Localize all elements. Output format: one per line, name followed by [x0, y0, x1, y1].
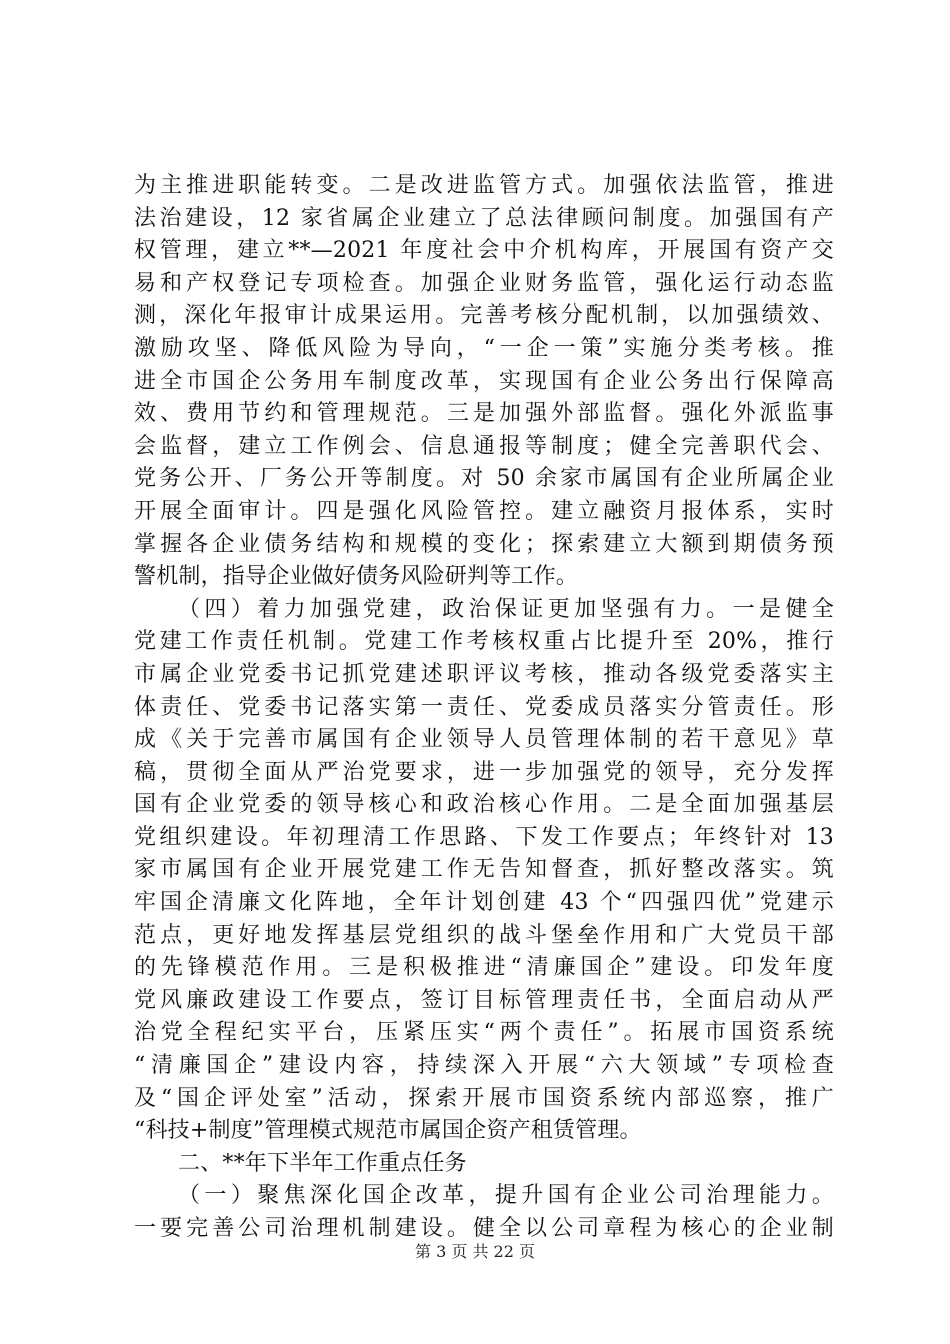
text-line: 易和产权登记专项检查。加强企业财务监管，强化运行动态监	[134, 270, 834, 296]
text-line: 牢国企清廉文化阵地，全年计划创建 43 个“四强四优”党建示	[134, 890, 834, 916]
text-line: 法治建设，12 家省属企业建立了总法律顾问制度。加强国有产	[134, 205, 834, 231]
text-line: 掌握各企业债务结构和规模的变化；探索建立大额到期债务预	[134, 531, 834, 557]
text-line: 开展全面审计。四是强化风险管控。建立融资月报体系，实时	[134, 498, 834, 524]
text-line: “科技+制度”管理模式规范市属国企资产租赁管理。	[134, 1118, 642, 1144]
text-line: 党风廉政建设工作要点，签订目标管理责任书，全面启动从严	[134, 987, 834, 1013]
page-footer: 第 3 页 共 22 页	[415, 1242, 535, 1261]
text-line: 为主推进职能转变。二是改进监管方式。加强依法监管，推进	[134, 173, 834, 198]
text-line: 家市属国有企业开展党建工作无告知督查，抓好整改落实。筑	[134, 857, 834, 883]
section-heading: 二、**年下半年工作重点任务	[178, 1150, 467, 1176]
text-line: 权管理，建立**—2021 年度社会中介机构库，开展国有资产交	[134, 238, 834, 264]
text-line: 范点，更好地发挥基层党组织的战斗堡垒作用和广大党员干部	[134, 922, 834, 948]
text-line: 国有企业党委的领导核心和政治核心作用。二是全面加强基层	[134, 792, 834, 818]
text-line: “清廉国企”建设内容，持续深入开展“六大领域”专项检查	[134, 1053, 834, 1079]
text-line: 会监督，建立工作例会、信息通报等制度；健全完善职代会、	[134, 433, 834, 459]
section-heading: （四）着力加强党建，政治保证更加坚强有力。一是健全	[178, 596, 834, 622]
text-line: 体责任、党委书记落实第一责任、党委成员落实分管责任。形	[134, 694, 834, 720]
text-line: 稿，贯彻全面从严治党要求，进一步加强党的领导，充分发挥	[134, 759, 834, 785]
document-body	[134, 170, 834, 1246]
text-line: 及“国企评处室”活动，探索开展市国资系统内部巡察，推广	[134, 1085, 834, 1111]
text-line: 效、费用节约和管理规范。三是加强外部监督。强化外派监事	[134, 401, 834, 427]
text-line: 市属企业党委书记抓党建述职评议考核，推动各级党委落实主	[134, 661, 834, 687]
text-line: 一要完善公司治理机制建设。健全以公司章程为核心的企业制	[134, 1216, 834, 1241]
text-line: 警机制，指导企业做好债务风险研判等工作。	[134, 564, 579, 590]
text-line: 治党全程纪实平台，压紧压实“两个责任”。拓展市国资系统	[134, 1020, 834, 1046]
text-line: 党建工作责任机制。党建工作考核权重占比提升至 20%，推行	[134, 629, 834, 655]
text-line: 的先锋模范作用。三是积极推进“清廉国企”建设。印发年度	[134, 955, 834, 981]
text-line: 激励攻坚、降低风险为导向，“一企一策”实施分类考核。推	[134, 335, 834, 361]
text-line: 党务公开、厂务公开等制度。对 50 余家市属国有企业所属企业	[134, 466, 834, 492]
text-line: 测，深化年报审计成果运用。完善考核分配机制，以加强绩效、	[134, 303, 834, 329]
text-line: 进全市国企公务用车制度改革，实现国有企业公务出行保障高	[134, 368, 834, 394]
text-line: 党组织建设。年初理清工作思路、下发工作要点；年终针对 13	[134, 824, 834, 850]
section-heading: （一）聚焦深化国企改革，提升国有企业公司治理能力。	[178, 1183, 834, 1209]
text-line: 成《关于完善市属国有企业领导人员管理体制的若干意见》草	[134, 727, 834, 753]
